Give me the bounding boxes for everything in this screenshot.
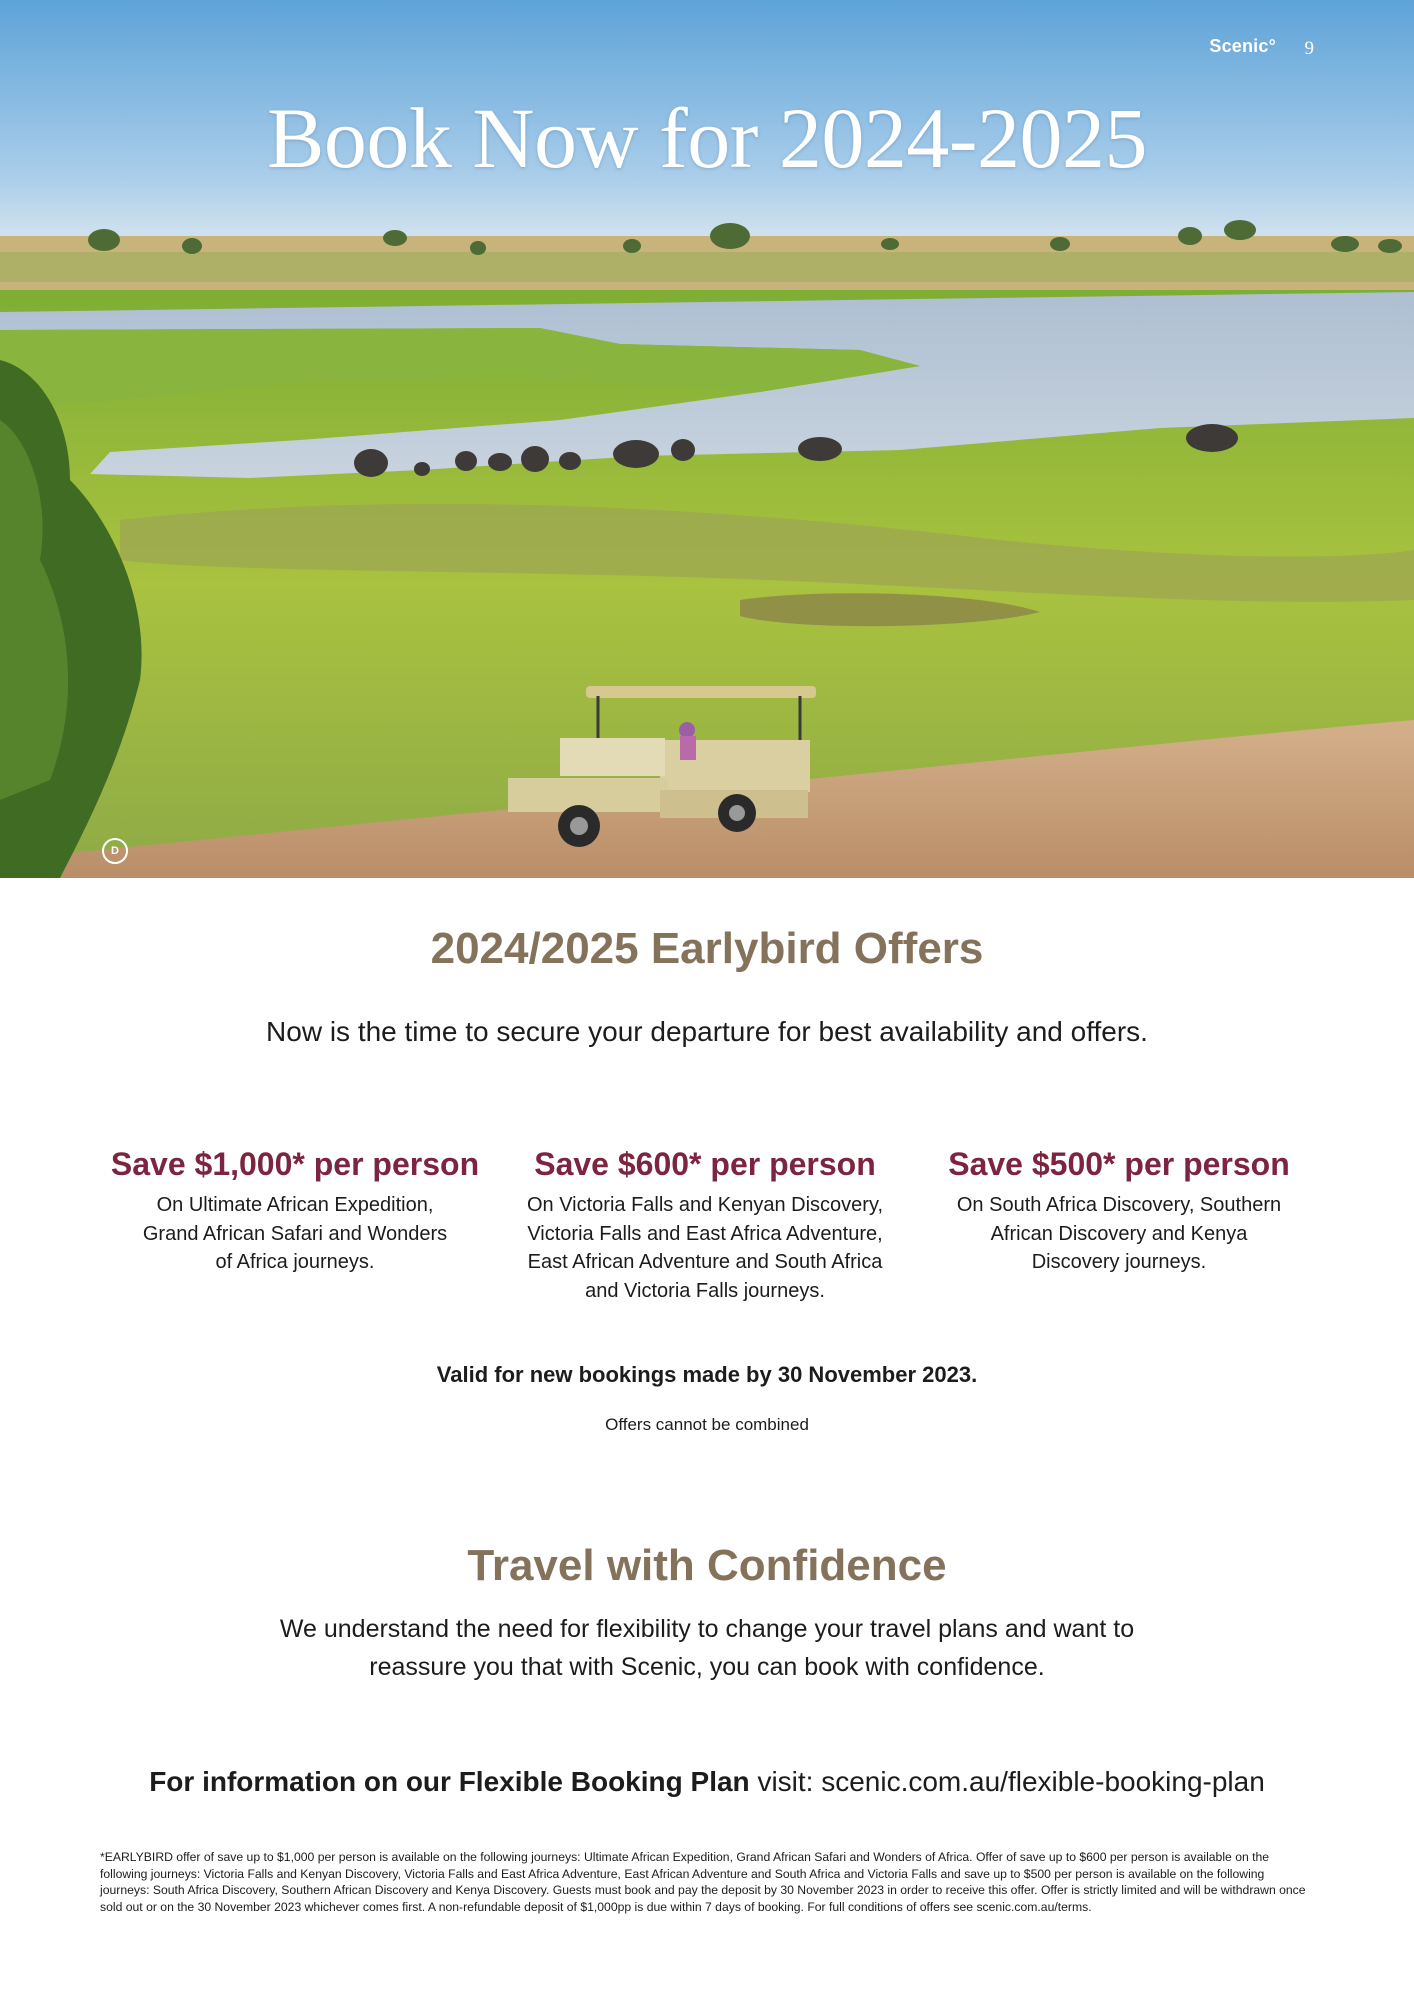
page-title: Book Now for 2024-2025 bbox=[267, 90, 1147, 186]
brand-logo: Scenic° bbox=[1209, 36, 1276, 56]
offer-card bbox=[924, 1146, 1314, 1277]
offer-description: On South Africa Discovery, Southern African Discovery and Kenya Discovery journeys. bbox=[956, 1194, 1282, 1273]
terms-footnote: *EARLYBIRD offer of save up to $1,000 per person is available on the following journeys: Ultimate African Expedition, Grand African Safari and Wonders of Africa. Offer of save up to $600 per person is available on the following journeys: Victoria Falls and Kenyan Discovery, Victoria Falls and East Africa Adventure, East African Adventure and South Africa and Victoria Falls and save up to $500 per person is available on the following journeys: South Africa Discovery, Southern African Discovery and Kenya Discovery. Guests must book and pay the deposit by 30 November 2023 in order to receive this offer. Offer is strictly limited and will be withdrawn once sold out or on the 30 November 2023 whichever comes first. A non-refundable deposit of $1,000pp is due within 7 days of booking. For full conditions of offers see scenic.com.au/terms. bbox=[100, 1850, 1306, 1914]
flexible-booking-link[interactable]: scenic.com.au/flexible-booking-plan bbox=[821, 1766, 1265, 1797]
validity-note: Valid for new bookings made by 30 November 2023. bbox=[436, 1362, 978, 1387]
offer-title: Save $1,000* per person bbox=[110, 1146, 480, 1182]
combination-note: Offers cannot be combined bbox=[605, 1415, 809, 1434]
offer-card bbox=[510, 1146, 900, 1305]
offer-description: On Victoria Falls and Kenyan Discovery, Victoria Falls and East Africa Adventure, East African Adventure and South Africa and Victoria Falls journeys. bbox=[526, 1194, 884, 1302]
offers-row bbox=[0, 1146, 1414, 1306]
earlybird-intro: Now is the time to secure your departure for best availability and offers. bbox=[266, 1016, 1148, 1047]
confidence-text bbox=[0, 1610, 1414, 1686]
page-number: 9 bbox=[1304, 38, 1314, 59]
confidence-heading: Travel with Confidence bbox=[467, 1541, 947, 1590]
offer-title: Save $600* per person bbox=[534, 1146, 876, 1182]
offer-description: On Ultimate African Expedition, Grand African Safari and Wonders of Africa journeys. bbox=[142, 1194, 448, 1273]
photo-credit-icon: D bbox=[102, 838, 128, 864]
hero-banner bbox=[0, 0, 1414, 878]
offer-card bbox=[100, 1146, 490, 1277]
confidence-body: We understand the need for flexibility to change your travel plans and want to reassure you that with Scenic, you can book with confidence. bbox=[279, 1615, 1135, 1681]
flexible-booking-lead: For information on our Flexible Booking Plan bbox=[149, 1766, 750, 1797]
flexible-booking-info bbox=[0, 1766, 1414, 1798]
visit-label: visit: bbox=[757, 1766, 814, 1797]
earlybird-heading: 2024/2025 Earlybird Offers bbox=[430, 924, 984, 973]
offer-title: Save $500* per person bbox=[948, 1146, 1290, 1182]
